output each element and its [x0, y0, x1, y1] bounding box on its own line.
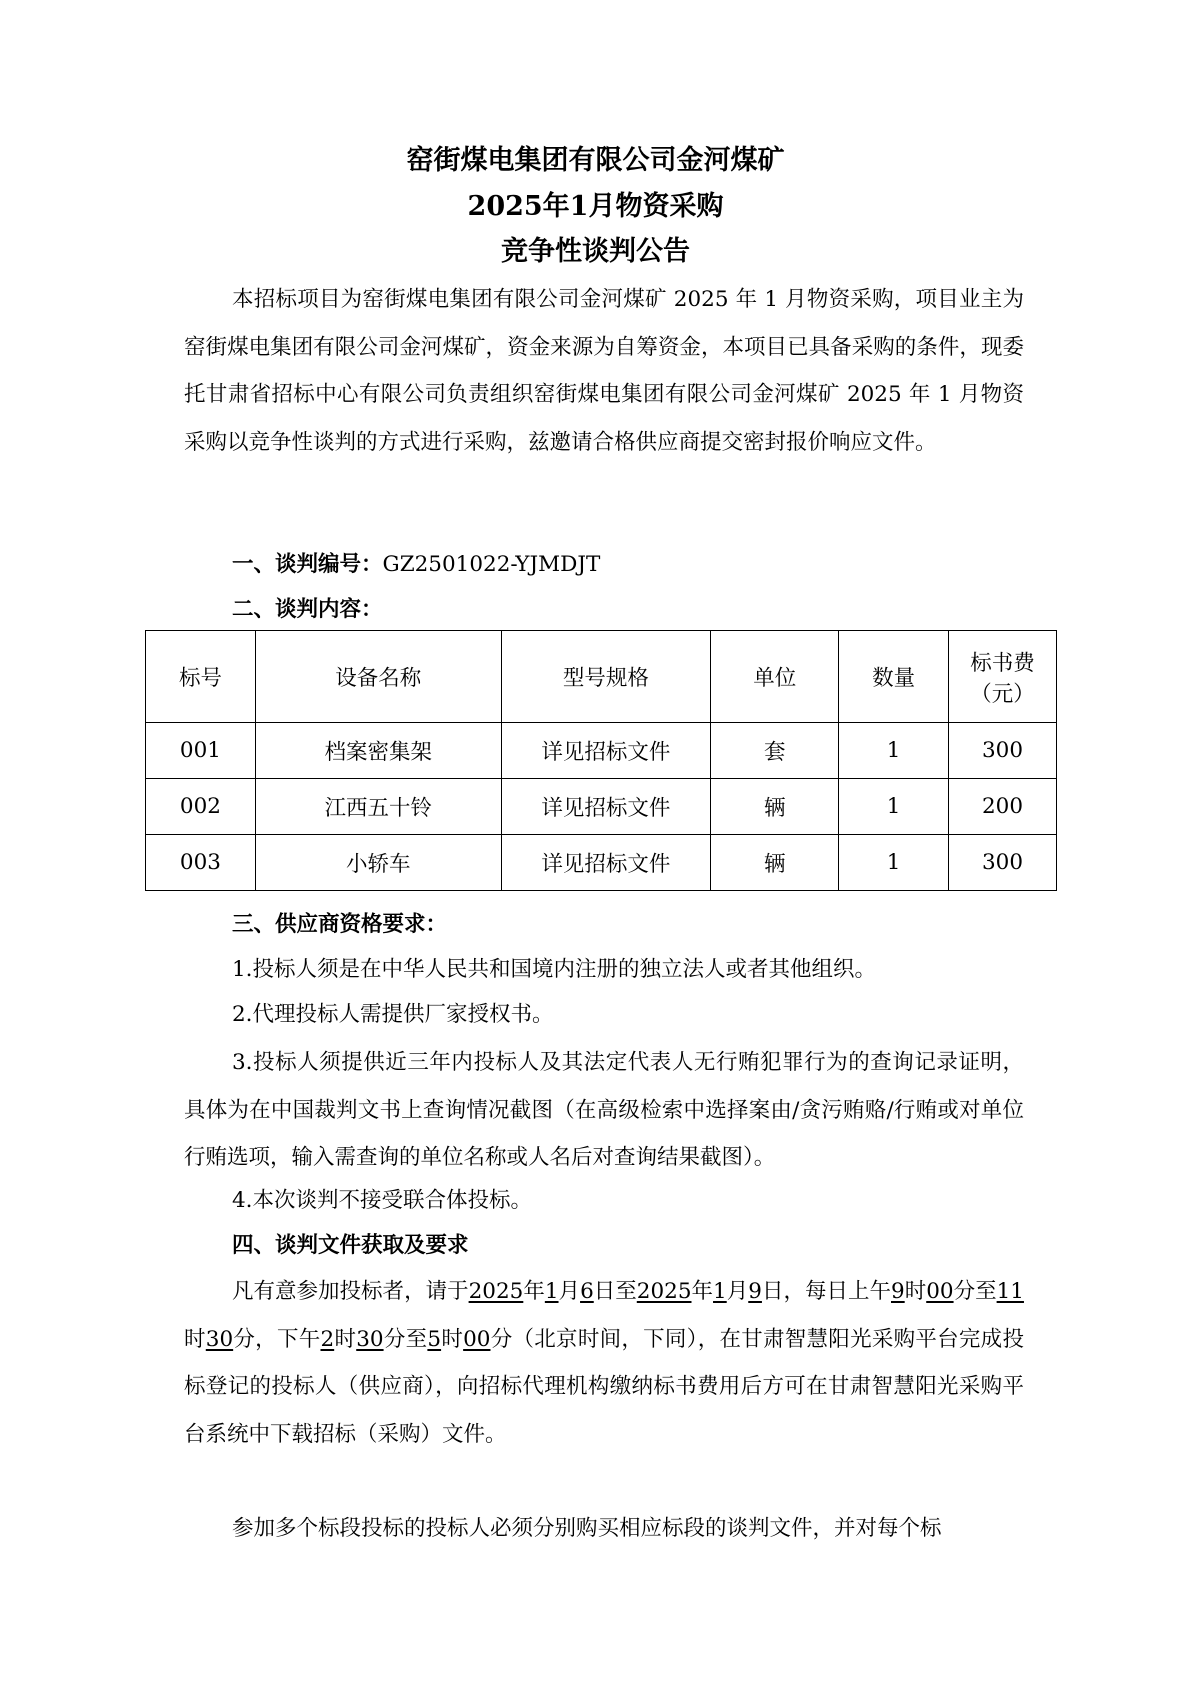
header-cell: 型号规格	[501, 631, 711, 723]
afternoon-end-hour: 5	[427, 1326, 442, 1352]
text-run: 月	[558, 1279, 581, 1304]
requirement-item-1: 1.投标人须是在中华人民共和国境内注册的独立法人或者其他组织。	[232, 957, 877, 982]
table-cell: 001	[146, 723, 256, 779]
table-cell: 1	[839, 779, 949, 835]
text-run: 日，每日上午	[761, 1279, 891, 1304]
section-1-label: 一、谈判编号：	[232, 552, 383, 577]
text-run: 年	[523, 1279, 545, 1304]
end-day: 9	[748, 1279, 762, 1304]
table-cell: 200	[949, 779, 1057, 835]
text-run: 分（北京时间，下同），在甘肃智慧阳光采购平台完成投标登记的投标人（供应商），向招标代理机构缴纳标书费用后方可在甘肃智慧阳光采购平台系统中下载招标（采购）文件。	[184, 1326, 1024, 1447]
table-row	[146, 835, 1057, 891]
requirement-item-3	[184, 1039, 1024, 1182]
intro-paragraph	[184, 276, 1024, 466]
afternoon-start-minute: 30	[356, 1326, 384, 1352]
header-cell: 数量	[839, 631, 949, 723]
start-year: 2025	[468, 1279, 524, 1304]
morning-start-minute: 00	[926, 1279, 954, 1304]
morning-start-hour: 9	[891, 1279, 905, 1304]
table-row	[146, 779, 1057, 835]
text-run: 年	[691, 1279, 714, 1304]
text-run: 月	[726, 1279, 749, 1304]
section-1	[232, 545, 600, 585]
start-month: 1	[544, 1279, 559, 1304]
title-line-3: 竞争性谈判公告	[501, 236, 690, 267]
table-cell: 003	[146, 835, 256, 891]
text-run: 日至	[593, 1279, 637, 1304]
header-fee-line-1: 标书费	[970, 650, 1035, 676]
table-row	[146, 723, 1057, 779]
table-cell: 300	[949, 835, 1057, 891]
afternoon-start-hour: 2	[320, 1326, 335, 1352]
table-cell: 辆	[711, 779, 839, 835]
text-run: 时	[184, 1326, 206, 1352]
header-cell: 单位	[711, 631, 839, 723]
table-header-row	[146, 631, 1057, 723]
section-3	[232, 905, 447, 945]
afternoon-end-minute: 00	[463, 1326, 491, 1352]
table-cell: 辆	[711, 835, 839, 891]
negotiation-number: GZ2501022-YJMDJT	[382, 552, 601, 577]
section-2	[232, 590, 383, 630]
table-cell: 套	[711, 723, 839, 779]
header-cell-fee	[949, 631, 1057, 723]
intro-text: 本招标项目为窑街煤电集团有限公司金河煤矿 2025 年 1 月物资采购，项目业主为窑街煤电集团有限公司金河煤矿，资金来源为自筹资金，本项目已具备采购的条件，现委托甘肃省招标中心有限公司负责组织窑街煤电集团有限公司金河煤矿 2025 年 1 月物资采购以竞争性谈判的方式进行采购，兹邀请合格供应商提交密封报价响应文件。	[184, 287, 1024, 455]
items-table	[145, 630, 1057, 891]
table-cell: 1	[839, 723, 949, 779]
section-2-label: 二、谈判内容：	[232, 597, 383, 622]
text-run: 时	[334, 1326, 357, 1352]
table-cell: 1	[839, 835, 949, 891]
end-month: 1	[713, 1279, 727, 1304]
requirement-item-3-text: 3.投标人须提供近三年内投标人及其法定代表人无行贿犯罪行为的查询记录证明，具体为在中国裁判文书上查询情况截图（在高级检索中选择案由/贪污贿赂/行贿或对单位行贿选项，输入需查询的单位名称或人名后对查询结果截图）。	[184, 1050, 1024, 1170]
requirement-item-2: 2.代理投标人需提供厂家授权书。	[232, 1002, 554, 1027]
table-cell: 详见招标文件	[501, 835, 711, 891]
end-year: 2025	[636, 1279, 692, 1304]
start-day: 6	[580, 1279, 594, 1304]
table-cell: 详见招标文件	[501, 779, 711, 835]
table-cell: 002	[146, 779, 256, 835]
text-run: 分，下午	[233, 1326, 321, 1352]
text-run: 时	[904, 1279, 927, 1304]
table-cell: 详见招标文件	[501, 723, 711, 779]
title-line-1: 窑街煤电集团有限公司金河煤矿	[406, 145, 785, 176]
table-cell: 江西五十铃	[255, 779, 501, 835]
requirement-item-4: 4.本次谈判不接受联合体投标。	[232, 1188, 533, 1213]
header-cell: 标号	[146, 631, 256, 723]
text-run: 凡有意参加投标者，请于	[232, 1279, 469, 1304]
section-4-paragraph-1	[184, 1268, 1024, 1458]
table-cell: 300	[949, 723, 1057, 779]
table-cell: 档案密集架	[255, 723, 501, 779]
section-4-paragraph-1-text	[184, 1268, 1024, 1458]
morning-end-minute: 30	[205, 1326, 234, 1352]
section-3-label: 三、供应商资格要求：	[232, 912, 448, 937]
text-run: 分至	[383, 1326, 428, 1352]
text-run: 分至	[953, 1279, 997, 1304]
header-cell: 设备名称	[255, 631, 501, 723]
section-4	[232, 1226, 469, 1266]
text-run: 时	[441, 1326, 464, 1352]
morning-end-hour: 11	[996, 1279, 1024, 1304]
section-4-label: 四、谈判文件获取及要求	[232, 1233, 469, 1258]
section-4-paragraph-2-text: 参加多个标段投标的投标人必须分别购买相应标段的谈判文件，并对每个标	[232, 1516, 942, 1541]
title-line-2: 2025年1月物资采购	[467, 191, 724, 222]
table-cell: 小轿车	[255, 835, 501, 891]
header-fee-line-2: （元）	[970, 681, 1035, 707]
section-4-paragraph-2	[184, 1505, 1024, 1553]
